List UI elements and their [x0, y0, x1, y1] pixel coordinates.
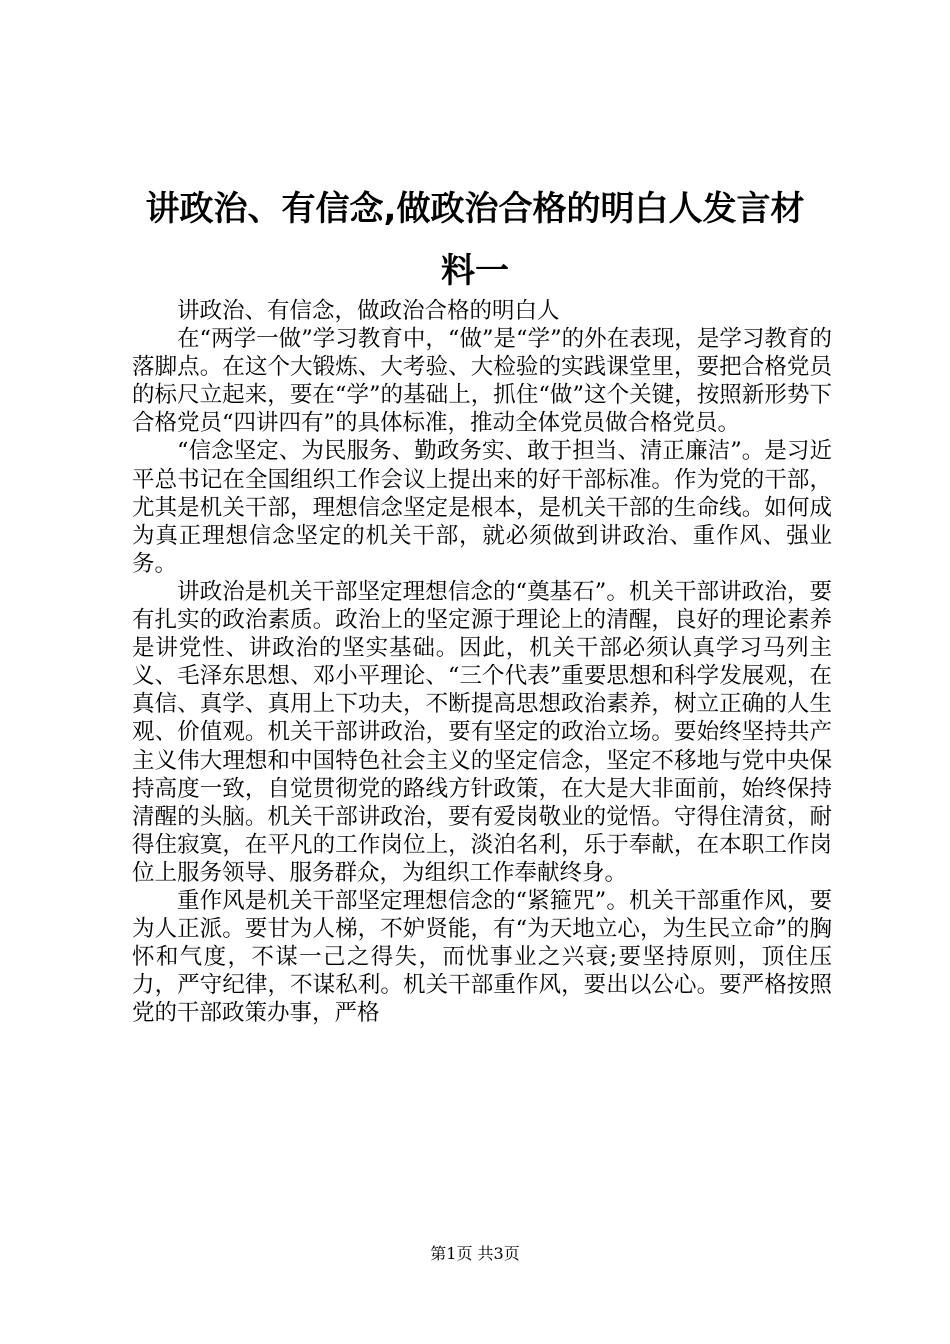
paragraph: 在“两学一做”学习教育中，“做”是“学”的外在表现，是学习教育的落脚点。在这个大锻炼、大考验、大检验的实践课堂里，要把合格党员的标尺立起来，要在“学”的基础上，抓住“做”这个关键，按照新形势下合格党员“四讲四有”的具体标准，推动全体党员做合格党员。 — [132, 326, 832, 437]
paragraph: 讲政治是机关干部坚定理想信念的“奠基石”。机关干部讲政治，要有扎实的政治素质。政治上的坚定源于理论上的清醒，良好的理论素养是讲党性、讲政治的坚实基础。因此，机关干部必须认真学习马列主义、毛泽东思想、邓小平理论、“三个代表”重要思想和科学发展观，在真信、真学、真用上下功夫，不断提高思想政治素养，树立正确的人生观、价值观。机关干部讲政治，要有坚定的政治立场。要始终坚持共产主义伟大理想和中国特色社会主义的坚定信念，坚定不移地与党中央保持高度一致，自觉贯彻党的路线方针政策，在大是大非面前，始终保持清醒的头脑。机关干部讲政治，要有爱岗敬业的觉悟。守得住清贫，耐得住寂寞，在平凡的工作岗位上，淡泊名利，乐于奉献，在本职工作岗位上服务领导、服务群众，为组织工作奉献终身。 — [132, 578, 832, 886]
document-title: 讲政治、有信念,做政治合格的明白人发言材料一 — [145, 189, 805, 291]
document-body — [132, 297, 832, 1027]
document-subtitle: 讲政治、有信念，做政治合格的明白人 — [177, 298, 560, 324]
paragraph: “信念坚定、为民服务、勤政务实、敢于担当、清正廉洁”。是习近平总书记在全国组织工作会议上提出来的好干部标准。作为党的干部，尤其是机关干部，理想信念坚定是根本，是机关干部的生命线。如何成为真正理想信念坚定的机关干部，就必须做到讲政治、重作风、强业务。 — [132, 438, 832, 577]
paragraph: 重作风是机关干部坚定理想信念的“紧箍咒”。机关干部重作风，要为人正派。要甘为人梯，不妒贤能，有“为天地立心，为生民立命”的胸怀和气度，不谋一己之得失，而忧事业之兴衰;要坚持原则，顶住压力，严守纪律，不谋私利。机关干部重作风，要出以公心。要严格按照党的干部政策办事，严格 — [132, 887, 832, 1027]
page-footer: 第1页 共3页 — [430, 1244, 520, 1263]
